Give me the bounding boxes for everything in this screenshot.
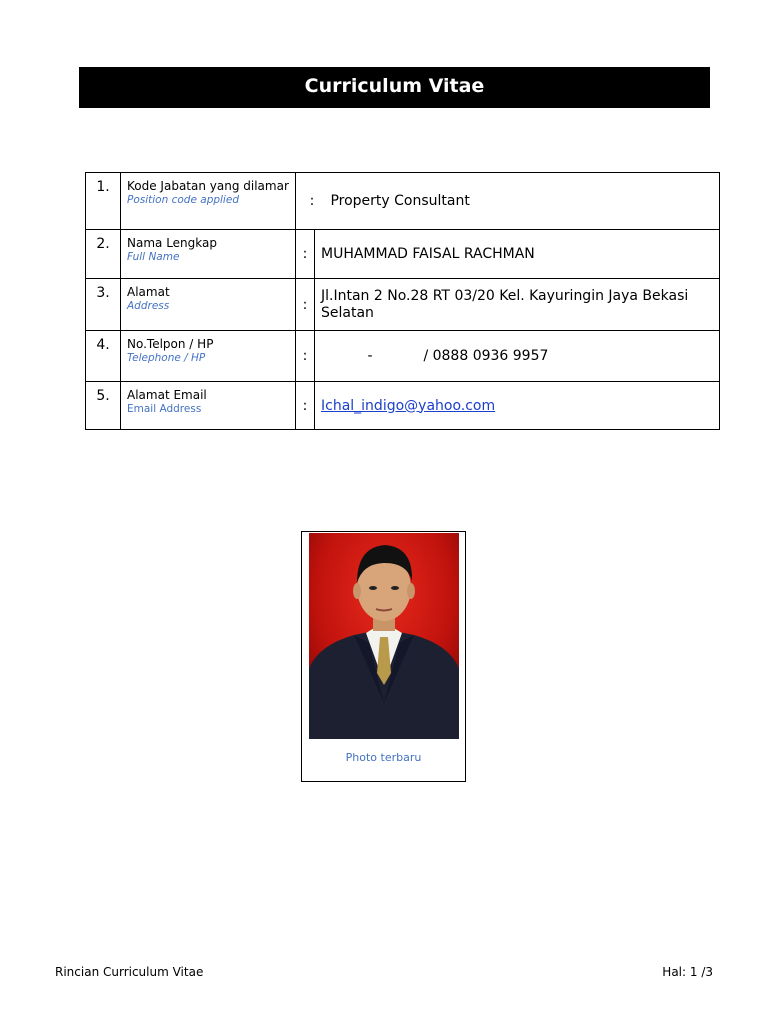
field-label-cell <box>121 279 296 331</box>
field-label-translation: Address <box>127 300 170 312</box>
field-label-cell <box>121 382 296 430</box>
photo-frame <box>301 531 466 782</box>
table-row <box>86 230 720 279</box>
position-value: Property Consultant <box>330 193 470 209</box>
field-label: Kode Jabatan yang dilamar <box>127 179 289 193</box>
photo-caption: Photo terbaru <box>345 751 422 764</box>
email-link[interactable]: Ichal_indigo@yahoo.com <box>321 397 496 414</box>
field-label-translation: Telephone / HP <box>127 352 206 364</box>
field-label-cell <box>121 331 296 382</box>
table-row <box>86 382 720 430</box>
field-label-cell <box>121 173 296 230</box>
email-value-cell <box>315 382 720 430</box>
table-row <box>86 331 720 382</box>
field-label: Alamat <box>127 285 170 299</box>
full-name-value: MUHAMMAD FAISAL RACHMAN <box>315 230 720 279</box>
row-number: 4. <box>86 331 121 382</box>
colon-separator: : <box>296 382 315 430</box>
colon-separator: : <box>296 279 315 331</box>
row-number: 1. <box>86 173 121 230</box>
address-value: Jl.Intan 2 No.28 RT 03/20 Kel. Kayuringin Jaya Bekasi Selatan <box>315 279 720 331</box>
field-label: Alamat Email <box>127 388 207 402</box>
field-label: No.Telpon / HP <box>127 337 214 351</box>
field-label-translation: Full Name <box>127 251 180 263</box>
mobile-value: / 0888 0936 9957 <box>423 348 549 364</box>
colon-separator: : <box>296 230 315 279</box>
field-label-translation: Position code applied <box>127 194 239 206</box>
footer-document-name: Rincian Curriculum Vitae <box>55 965 204 979</box>
personal-info-table <box>85 172 720 430</box>
colon-separator: : <box>309 193 315 209</box>
field-label-cell <box>121 230 296 279</box>
telephone-value: - <box>367 348 373 364</box>
row-number: 2. <box>86 230 121 279</box>
document-title: Curriculum Vitae <box>79 67 710 108</box>
profile-photo <box>309 533 459 739</box>
field-value-cell <box>296 173 720 230</box>
phone-value-cell <box>315 331 720 382</box>
table-row <box>86 173 720 230</box>
row-number: 3. <box>86 279 121 331</box>
footer-page-number: Hal: 1 /3 <box>662 965 713 979</box>
field-label: Nama Lengkap <box>127 236 217 250</box>
field-label-translation: Email Address <box>127 403 202 415</box>
table-row <box>86 279 720 331</box>
colon-separator: : <box>296 331 315 382</box>
row-number: 5. <box>86 382 121 430</box>
